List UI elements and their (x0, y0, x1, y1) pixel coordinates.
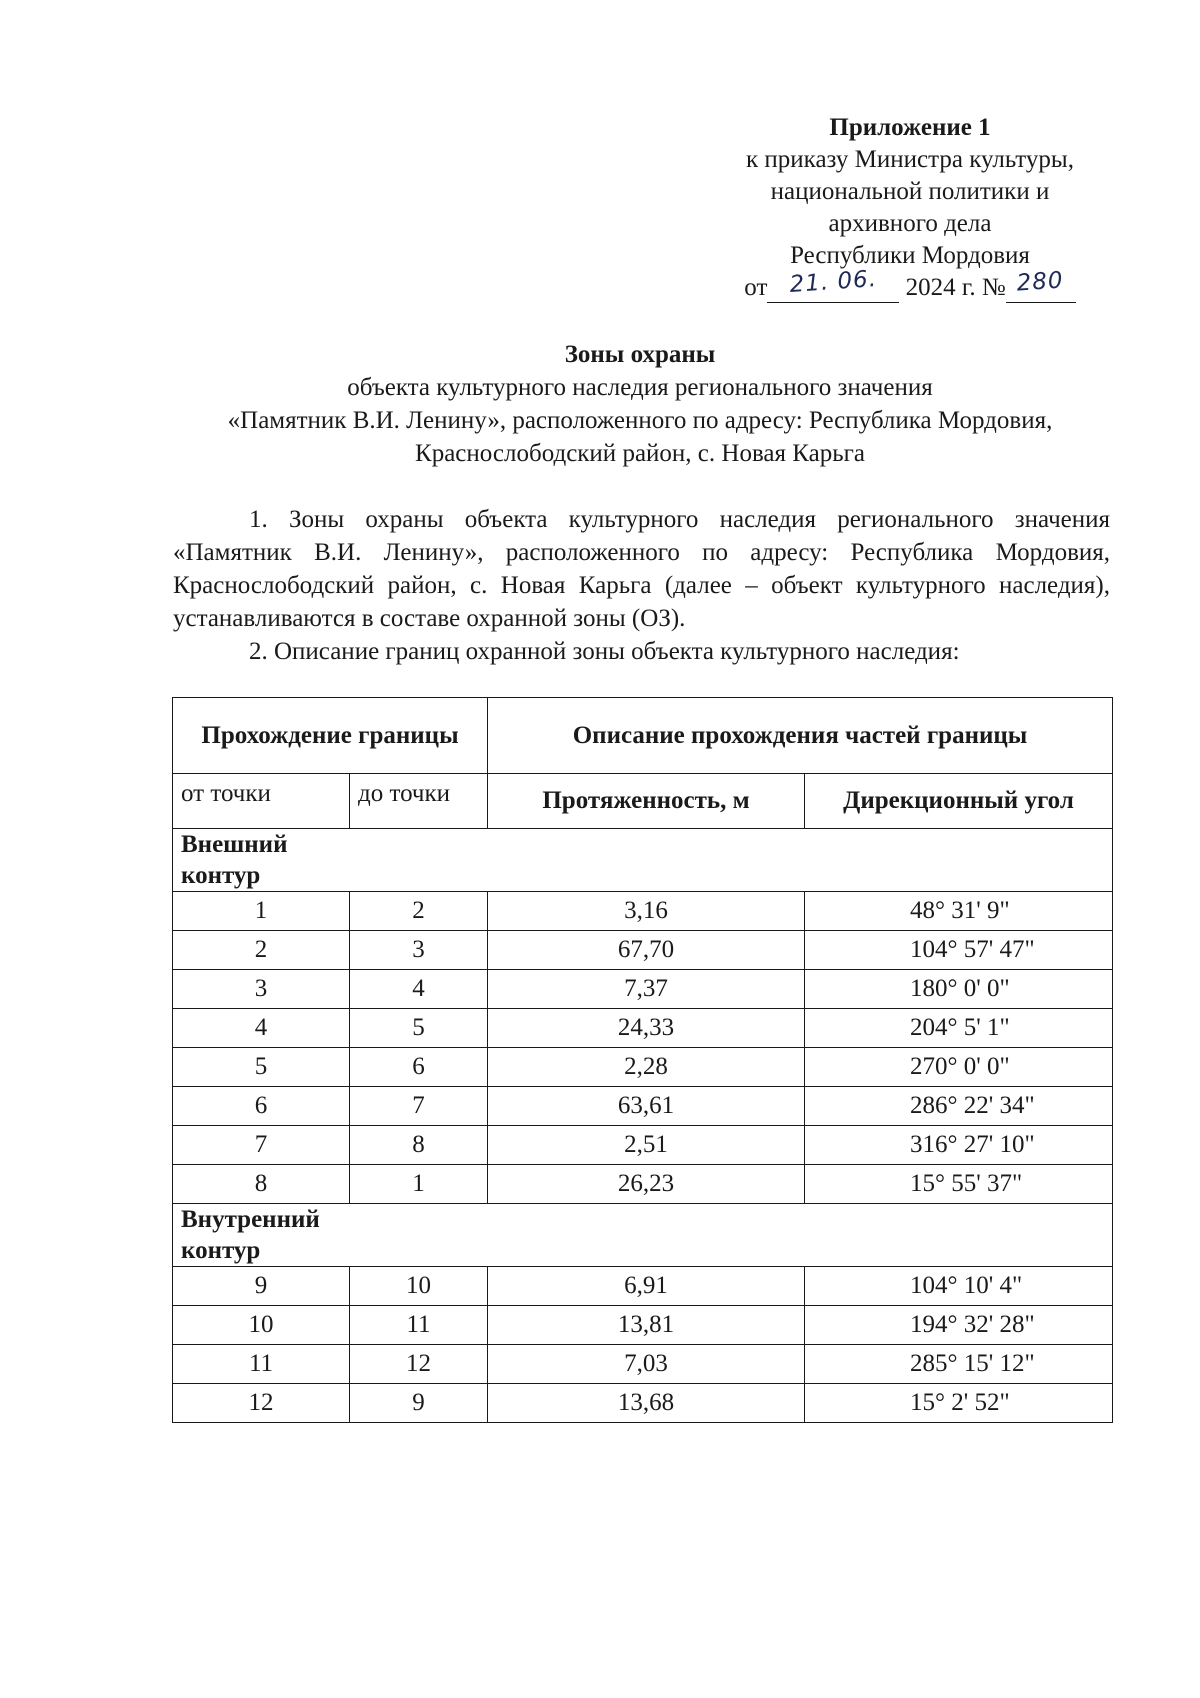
cell-angle: 15° 2' 52" (805, 1384, 1113, 1423)
cell-angle: 180° 0' 0" (805, 970, 1113, 1009)
cell-length: 24,33 (488, 1009, 805, 1048)
table-row (173, 1165, 1113, 1204)
cell-angle: 286° 22' 34" (805, 1087, 1113, 1126)
date-blank (767, 265, 899, 303)
cell-from: 12 (173, 1384, 350, 1423)
cell-length: 13,81 (488, 1306, 805, 1345)
cell-from: 8 (173, 1165, 350, 1204)
header-passage: Прохождение границы (173, 698, 488, 774)
table-row (173, 1345, 1113, 1384)
document-title (150, 338, 1130, 470)
cell-angle: 316° 27' 10" (805, 1126, 1113, 1165)
date-prefix: от (744, 274, 768, 301)
cell-angle: 285° 15' 12" (805, 1345, 1113, 1384)
header-description: Описание прохождения частей границы (488, 698, 1113, 774)
cell-to: 12 (350, 1345, 488, 1384)
section-title: Внутренний контур (181, 1206, 320, 1264)
order-date-line (700, 265, 1120, 304)
cell-length: 2,28 (488, 1048, 805, 1087)
cell-from: 6 (173, 1087, 350, 1126)
cell-angle: 270° 0' 0" (805, 1048, 1113, 1087)
cell-angle: 204° 5' 1" (805, 1009, 1113, 1048)
cell-length: 3,16 (488, 892, 805, 931)
header-length: Протяженность, м (488, 774, 805, 829)
table-row (173, 1087, 1113, 1126)
section-title: Внешний контур (181, 831, 288, 889)
table-row (173, 1267, 1113, 1306)
cell-length: 63,61 (488, 1087, 805, 1126)
paragraph-1: 1. Зоны охраны объекта культурного наследия регионального значения «Памятник В.И. Ленину», расположенного по адресу: Республика Мордовия, Краснослободский район, с. Новая Карьга (далее – объект культурного наследия), устанавливаются в составе охранной зоны (ОЗ). (173, 506, 1110, 632)
table-row (173, 970, 1113, 1009)
title-sub-line: Краснослободский район, с. Новая Карьга (415, 440, 865, 467)
cell-length: 2,51 (488, 1126, 805, 1165)
cell-to: 3 (350, 931, 488, 970)
cell-to: 4 (350, 970, 488, 1009)
header-to-point: до точки (350, 774, 488, 829)
appendix-title: Приложение 1 (829, 114, 991, 141)
number-blank (1006, 267, 1076, 303)
table-row (173, 1306, 1113, 1345)
header-from-point: от точки (173, 774, 350, 829)
cell-from: 9 (173, 1267, 350, 1306)
cell-length: 7,37 (488, 970, 805, 1009)
cell-from: 10 (173, 1306, 350, 1345)
cell-from: 2 (173, 931, 350, 970)
cell-to: 7 (350, 1087, 488, 1126)
title-main: Зоны охраны (564, 341, 716, 368)
cell-from: 5 (173, 1048, 350, 1087)
section-row-outer (173, 829, 1113, 892)
cell-length: 26,23 (488, 1165, 805, 1204)
cell-length: 13,68 (488, 1384, 805, 1423)
header-angle: Дирекционный угол (805, 774, 1113, 829)
cell-angle: 194° 32' 28" (805, 1306, 1113, 1345)
cell-angle: 48° 31' 9" (805, 892, 1113, 931)
cell-from: 1 (173, 892, 350, 931)
appendix-line: архивного дела (828, 210, 992, 237)
appendix-line: к приказу Министра культуры, (746, 146, 1074, 173)
paragraph-2: 2. Описание границ охранной зоны объекта культурного наследия: (249, 638, 960, 665)
cell-to: 11 (350, 1306, 488, 1345)
cell-from: 4 (173, 1009, 350, 1048)
cell-length: 7,03 (488, 1345, 805, 1384)
cell-angle: 15° 55' 37" (805, 1165, 1113, 1204)
year-text: 2024 г. № (905, 274, 1006, 301)
cell-to: 2 (350, 892, 488, 931)
body-text (173, 503, 1110, 668)
table-subheader-row (173, 774, 1113, 829)
table-row (173, 1048, 1113, 1087)
table-row (173, 931, 1113, 970)
cell-to: 1 (350, 1165, 488, 1204)
title-sub-line: «Памятник В.И. Ленину», расположенного по адресу: Республика Мордовия, (227, 407, 1053, 434)
cell-length: 6,91 (488, 1267, 805, 1306)
cell-from: 7 (173, 1126, 350, 1165)
boundary-table (172, 697, 1113, 1423)
appendix-line: национальной политики и (770, 178, 1050, 205)
appendix-header (700, 112, 1120, 304)
cell-to: 5 (350, 1009, 488, 1048)
cell-from: 11 (173, 1345, 350, 1384)
table-row (173, 892, 1113, 931)
cell-from: 3 (173, 970, 350, 1009)
title-sub-line: объекта культурного наследия регионального значения (347, 374, 933, 401)
section-row-inner (173, 1204, 1113, 1267)
cell-to: 9 (350, 1384, 488, 1423)
handwritten-date: 21. 06. (788, 265, 878, 299)
cell-angle: 104° 57' 47" (805, 931, 1113, 970)
table-row (173, 1126, 1113, 1165)
handwritten-order-number: 280 (1015, 267, 1065, 297)
appendix-line: Республики Мордовия (790, 242, 1030, 269)
cell-length: 67,70 (488, 931, 805, 970)
cell-to: 6 (350, 1048, 488, 1087)
table-header-row (173, 698, 1113, 774)
cell-to: 10 (350, 1267, 488, 1306)
cell-to: 8 (350, 1126, 488, 1165)
cell-angle: 104° 10' 4" (805, 1267, 1113, 1306)
table-row (173, 1009, 1113, 1048)
table-row (173, 1384, 1113, 1423)
